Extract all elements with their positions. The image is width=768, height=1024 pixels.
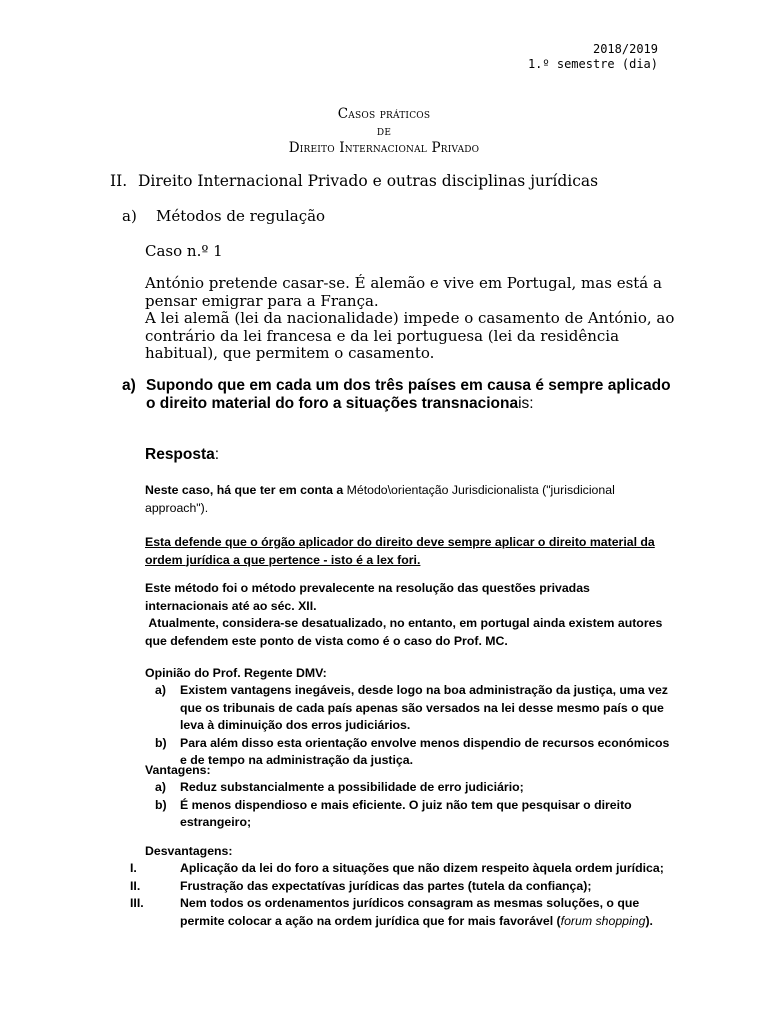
para1-regular: Método\orientação Jurisdicionalista ("jurisdicional approach"). bbox=[145, 483, 615, 515]
year: 2018/2019 bbox=[592, 42, 658, 56]
answer-colon: : bbox=[214, 446, 220, 463]
answer-heading bbox=[145, 446, 219, 464]
list-item bbox=[130, 860, 670, 878]
list-text: Existem vantagens inegáveis, desde logo na boa administração da justiça, uma vez que os tribunais de cada país apenas são versados na lei desse mesmo país o que leva à diminuição dos erros judiciários. bbox=[180, 683, 668, 732]
list-marker: I. bbox=[130, 861, 137, 875]
list-text: Para além disso esta orientação envolve menos dispendio de recursos económicos e de tempo na administração da justiça. bbox=[180, 735, 670, 767]
para1-bold: Neste caso, há que ter em conta a bbox=[145, 483, 347, 497]
list-item bbox=[155, 682, 675, 735]
list-marker: a) bbox=[155, 683, 166, 697]
subsection-heading bbox=[122, 207, 325, 225]
question-text-regular: is: bbox=[518, 395, 534, 412]
opinion-title: Opinião do Prof. Regente DMV: bbox=[145, 666, 327, 680]
case-description bbox=[145, 275, 685, 363]
header-date bbox=[528, 42, 658, 72]
subsection-title: Métodos de regulação bbox=[156, 207, 326, 225]
answer-paragraph-2 bbox=[145, 534, 665, 569]
disadvantages-title: Desvantagens: bbox=[145, 844, 233, 858]
answer-label: Resposta bbox=[145, 446, 215, 463]
advantages-title: Vantagens: bbox=[145, 763, 211, 777]
title-line-3: Direito Internacional Privado bbox=[288, 140, 480, 156]
question-label: a) bbox=[122, 377, 136, 394]
question-text-bold: Supondo que em cada um dos três países em causa é sempre aplicado o direito material do foro a situações transnaciona bbox=[146, 377, 671, 412]
list-item bbox=[130, 895, 670, 930]
title-line-1: Casos práticos bbox=[337, 106, 431, 122]
question bbox=[122, 377, 682, 413]
answer-paragraph-1 bbox=[145, 482, 665, 517]
list-text: Nem todos os ordenamentos jurídicos consagram as mesmas soluções, o que permite colocar a ação na ordem jurídica que for mais favorável ( bbox=[180, 896, 640, 928]
title-line-2: de bbox=[376, 123, 392, 139]
para3-line-2: Atualmente, considera-se desatualizado, no entanto, em portugal ainda existem autores que defendem este ponto de vista como é o caso do Prof. MC. bbox=[145, 616, 666, 648]
subsection-label: a) bbox=[122, 207, 137, 225]
list-text: Frustração das expectatívas jurídicas das partes (tutela da confiança); bbox=[180, 878, 592, 893]
list-item bbox=[130, 878, 670, 896]
list-marker: b) bbox=[155, 797, 167, 812]
list-marker: a) bbox=[155, 780, 166, 794]
list-text-tail: ). bbox=[645, 913, 653, 928]
list-text: Aplicação da lei do foro a situações que não dizem respeito àquela ordem jurídica; bbox=[180, 861, 664, 875]
semester: 1.º semestre (dia) bbox=[527, 57, 658, 71]
answer-paragraph-3 bbox=[145, 580, 665, 650]
list-item bbox=[155, 797, 675, 832]
disadvantages-list bbox=[130, 860, 670, 930]
case-number: Caso n.º 1 bbox=[145, 242, 223, 260]
list-text-italic: forum shopping bbox=[560, 913, 646, 928]
list-text: É menos dispendioso e mais eficiente. O juiz não tem que pesquisar o direito estrangeiro; bbox=[180, 797, 632, 829]
advantages-list bbox=[155, 779, 675, 832]
case-text-1: António pretende casar-se. É alemão e vive em Portugal, mas está a pensar emigrar para a França. bbox=[145, 274, 662, 310]
list-item bbox=[155, 779, 675, 797]
section-title: Direito Internacional Privado e outras disciplinas jurídicas bbox=[138, 172, 599, 190]
list-marker: b) bbox=[155, 735, 167, 750]
list-text: Reduz substancialmente a possibilidade de erro judiciário; bbox=[180, 780, 524, 794]
document-title bbox=[0, 106, 768, 157]
para2-text: Esta defende que o órgão aplicador do direito deve sempre aplicar o direito material da ordem jurídica a que pertence - isto é a lex fori. bbox=[145, 535, 655, 567]
case-text-2: A lei alemã (lei da nacionalidade) impede o casamento de António, ao contrário da lei francesa e da lei portuguesa (lei da residência habitual), que permitem o casamento. bbox=[145, 309, 675, 362]
section-number: II. bbox=[110, 172, 128, 190]
opinion-list bbox=[155, 682, 675, 770]
list-marker: II. bbox=[130, 878, 141, 893]
list-marker: III. bbox=[130, 896, 144, 910]
section-heading bbox=[110, 172, 598, 190]
para3-line-1: Este método foi o método prevalecente na resolução das questões privadas internacionais até ao séc. XII. bbox=[145, 581, 590, 613]
